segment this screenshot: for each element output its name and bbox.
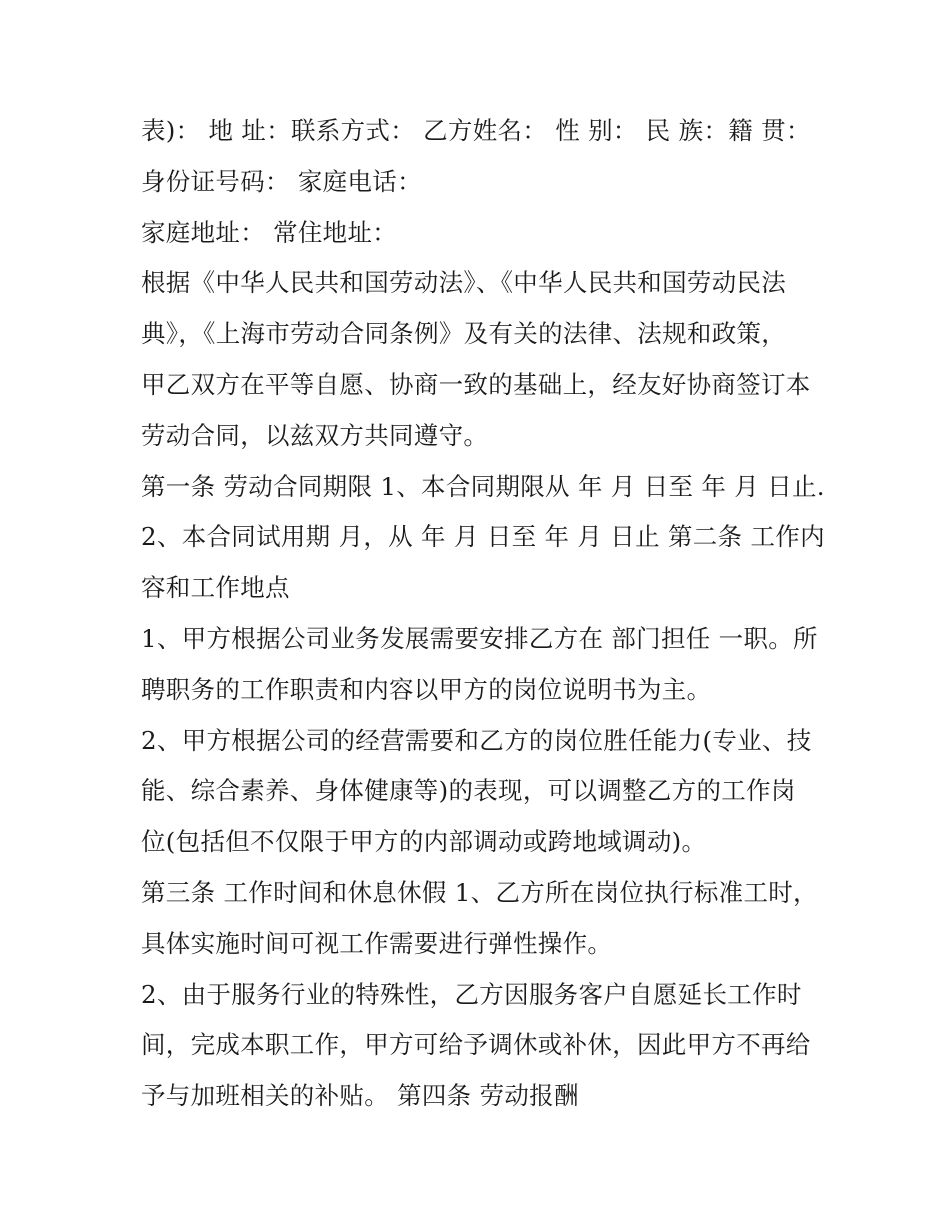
text-line: 具体实施时间可视工作需要进行弹性操作。 xyxy=(141,928,613,958)
text-line: 家庭地址： 常住地址： xyxy=(141,217,398,247)
text-line: 2、本合同试用期 月，从 年 月 日至 年 月 日止 第二条 工作内 xyxy=(141,522,825,552)
text-line: 身份证号码： 家庭电话： xyxy=(141,166,422,196)
text-line: 甲乙双方在平等自愿、协商一致的基础上，经友好协商签订本 xyxy=(141,369,811,399)
text-line: 劳动合同，以兹双方共同遵守。 xyxy=(141,420,489,450)
text-line: 根据《中华人民共和国劳动法》、《中华人民共和国劳动民法 xyxy=(141,268,787,298)
text-line: 2、由于服务行业的特殊性，乙方因服务客户自愿延长工作时 xyxy=(141,979,802,1009)
text-line: 第三条 工作时间和休息休假 1、乙方所在岗位执行标准工时， xyxy=(141,877,818,907)
text-line: 典》，《上海市劳动合同条例》及有关的法律、法规和政策， xyxy=(141,319,787,349)
text-line: 予与加班相关的补贴。 第四条 劳动报酬 xyxy=(141,1081,579,1111)
document-body xyxy=(141,106,825,1122)
text-line: 间，完成本职工作，甲方可给予调休或补休，因此甲方不再给 xyxy=(141,1030,811,1060)
text-line: 表)： 地 址：联系方式： 乙方姓名： 性 别： 民 族：籍 贯： xyxy=(141,116,811,145)
text-line: 2、甲方根据公司的经营需要和乙方的岗位胜任能力(专业、技 xyxy=(141,725,812,755)
text-line: 聘职务的工作职责和内容以甲方的岗位说明书为主。 xyxy=(141,674,712,704)
text-line: 能、综合素养、身体健康等)的表现，可以调整乙方的工作岗 xyxy=(141,776,796,806)
text-line: 位(包括但不仅限于甲方的内部调动或跨地域调动)。 xyxy=(141,827,707,857)
text-line: 1、甲方根据公司业务发展需要安排乙方在 部门担任 一职。所 xyxy=(141,623,818,653)
text-line: 容和工作地点 xyxy=(141,573,290,603)
text-line: 第一条 劳动合同期限 1、本合同期限从 年 月 日至 年 月 日止. xyxy=(141,471,825,501)
